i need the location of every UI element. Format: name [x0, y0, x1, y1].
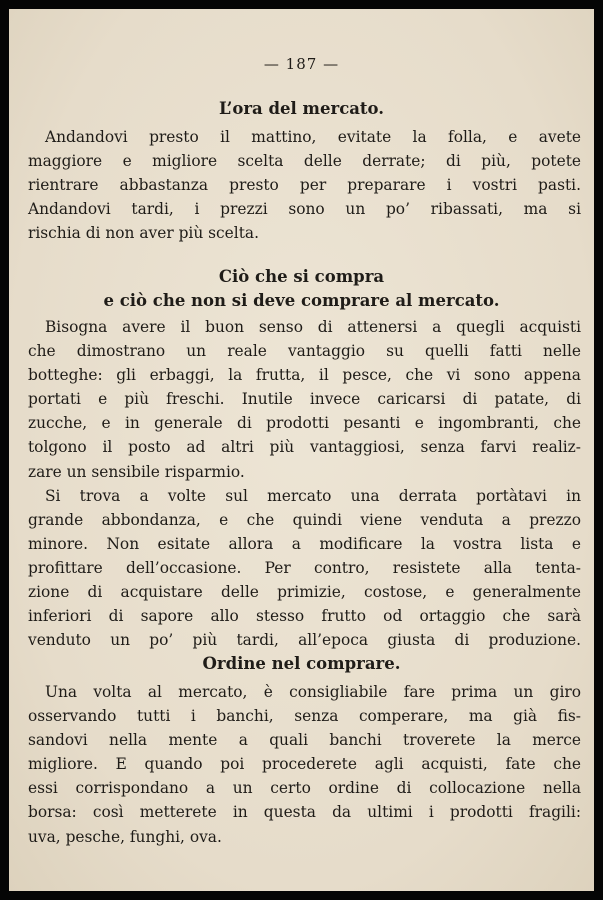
- text-line: migliore. E quando poi procederete agli acquisti, fate che: [28, 755, 581, 774]
- text-line: zucche, e in generale di prodotti pesanti e ingombranti, che: [28, 414, 581, 433]
- text-line: zione di acquistare delle primizie, costose, e generalmente: [28, 583, 581, 602]
- section-title-ora-del-mercato: L’ora del mercato.: [218, 99, 385, 118]
- text-line: botteghe: gli erbaggi, la frutta, il pesce, che vi sono appena: [28, 366, 581, 385]
- text-line: grande abbondanza, e che quindi viene venduta a prezzo: [28, 510, 581, 529]
- text-line: che dimostrano un reale vantaggio su quelli fatti nelle: [28, 342, 581, 361]
- text-line: Andandovi tardi, i prezzi sono un po’ ribassati, ma si: [28, 200, 581, 219]
- text-line: Si trova a volte sul mercato una derrata portàtavi in: [45, 486, 581, 505]
- text-line: minore. Non esitate allora a modificare la vostra lista e: [28, 534, 581, 553]
- text-line: venduto un po’ più tardi, all’epoca giusta di produzione.: [28, 631, 581, 650]
- section-title-cio-che-si-compra: [9, 265, 594, 313]
- text-line: rientrare abbastanza presto per preparare i vostri pasti.: [28, 176, 581, 195]
- book-page: [9, 9, 594, 891]
- paragraph-cio-che-si-compra: [28, 315, 581, 652]
- text-line: osservando tutti i banchi, senza comperare, ma già fis-: [28, 707, 581, 726]
- text-line: maggiore e migliore scelta delle derrate; di più, potete: [28, 152, 581, 171]
- section-title-line: e ciò che non si deve comprare al mercato.: [103, 291, 500, 310]
- text-line: Bisogna avere il buon senso di attenersi a quegli acquisti: [45, 318, 581, 336]
- text-line: sandovi nella mente a quali banchi troverete la merce: [28, 731, 581, 750]
- text-line: uva, pesche, funghi, ova.: [28, 827, 222, 846]
- text-line: profittare dell’occasione. Per contro, resistete alla tenta-: [28, 558, 581, 577]
- section-title-line: Ciò che si compra: [218, 267, 385, 286]
- text-line: Una volta al mercato, è consigliabile fare prima un giro: [45, 683, 581, 701]
- text-line: tolgono il posto ad altri più vantaggiosi, senza farvi realiz-: [28, 438, 581, 457]
- paragraph-ora-del-mercato: [28, 125, 581, 245]
- page-number: — 187 —: [263, 55, 340, 73]
- text-line: portati e più freschi. Inutile invece caricarsi di patate, di: [28, 390, 581, 409]
- text-line: Andandovi presto il mattino, evitate la folla, e avete: [45, 128, 581, 146]
- paragraph-ordine-nel-comprare: [28, 680, 581, 849]
- text-line: essi corrispondano a un certo ordine di collocazione nella: [28, 779, 581, 798]
- text-line: rischia di non aver più scelta.: [28, 224, 259, 243]
- text-line: borsa: così metterete in questa da ultimi i prodotti fragili:: [28, 803, 581, 822]
- section-title-ordine-nel-comprare: Ordine nel comprare.: [202, 654, 401, 673]
- text-line: inferiori di sapore allo stesso frutto od ortaggio che sarà: [28, 607, 581, 626]
- text-line: zare un sensibile risparmio.: [28, 462, 245, 481]
